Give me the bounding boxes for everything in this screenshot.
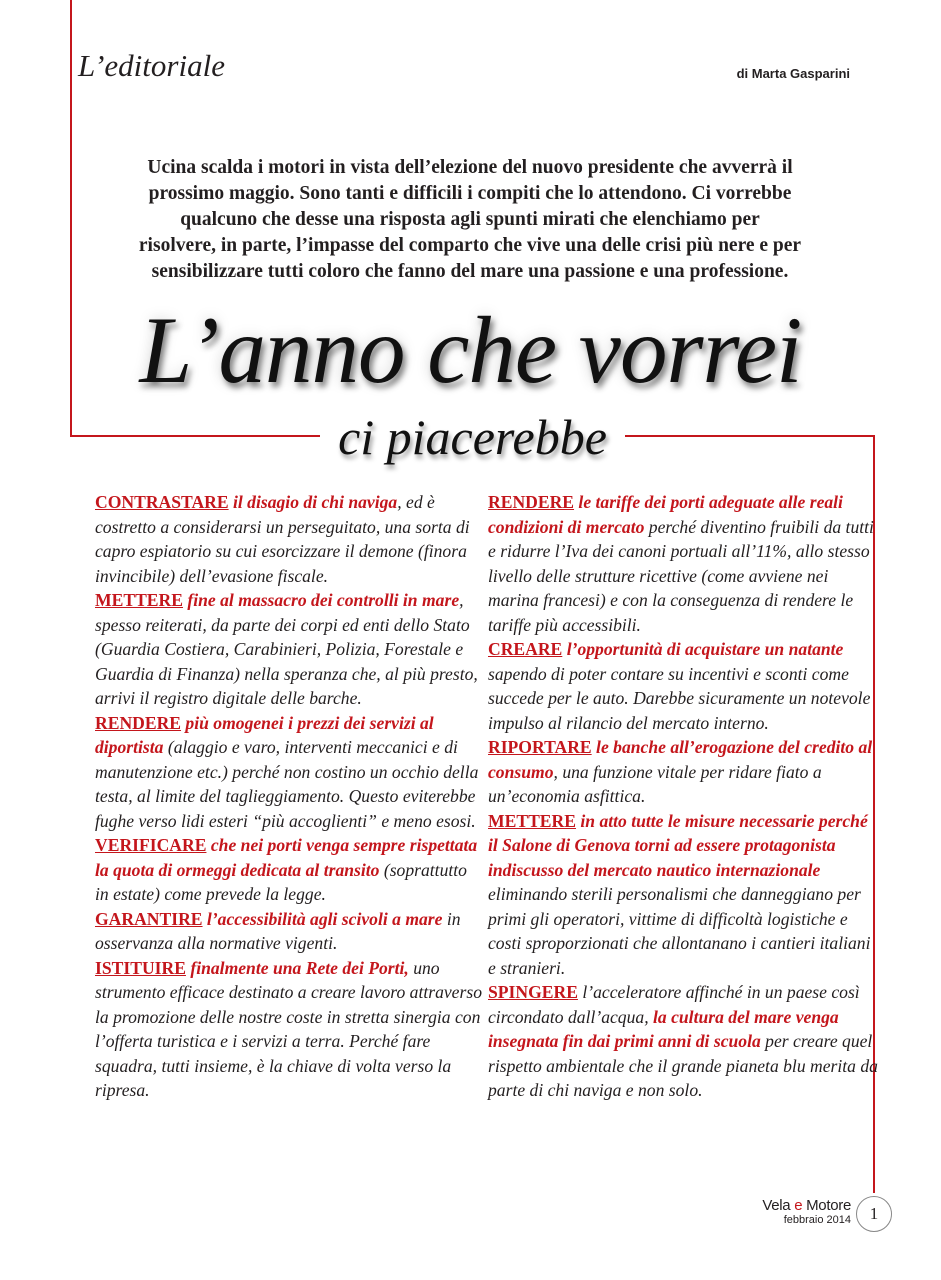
article-column-right (488, 490, 878, 1103)
proposal-text: per creare quel rispetto ambientale che il grande pianeta blu merita da parte di chi naviga e non solo. (488, 1031, 878, 1100)
proposal-highlight: l’accessibilità agli scivoli a mare (202, 908, 443, 929)
proposal-paragraph (488, 637, 878, 735)
proposal-paragraph (488, 809, 878, 981)
magazine-brand (762, 1197, 851, 1214)
lead-paragraph (100, 155, 840, 285)
issue-date: febbraio 2014 (783, 1214, 851, 1226)
proposal-keyword: METTERE (488, 810, 576, 831)
proposal-text: l’acceleratore affinché in un paese così circondato dall’acqua, (488, 982, 860, 1027)
proposal-highlight: finalmente una Rete dei Porti, (185, 957, 409, 978)
frame-rule-left-horizontal (70, 435, 320, 437)
proposal-text: (alaggio e varo, interventi meccanici e di manutenzione etc.) perché non costino un occhio della testa, al limite del taglieggiamento. Questo eviterebbe fughe verso lidi esteri “più accoglienti” e meno esosi. (95, 737, 479, 831)
section-title: L’editoriale (78, 48, 225, 83)
lead-line: prossimo maggio. Sono tanti e difficili i compiti che lo attendono. Ci vorrebbe (148, 183, 792, 204)
proposal-highlight: l’opportunità di acquistare un natante (562, 639, 844, 659)
proposal-highlight: il disagio di chi naviga (228, 492, 398, 512)
proposal-keyword: VERIFICARE (95, 835, 207, 855)
proposal-keyword: ISTITUIRE (95, 957, 186, 978)
proposal-highlight: in atto tutte le misure necessarie perché il Salone di Genova torni ad essere protagonista indiscusso del mercato nautico internazionale (488, 810, 868, 880)
byline: di Marta Gasparini (736, 66, 850, 81)
proposal-text: eliminando sterili personalismi che danneggiano per primi gli operatori, vittime di difficoltà logistiche e costi sproporzionati che allontanano i cantieri italiani e stranieri. (488, 884, 871, 978)
lead-line: risolvere, in parte, l’impasse del comparto che vive una delle crisi più nere e per (138, 235, 802, 256)
lead-line: sensibilizzare tutti coloro che fanno del mare una passione e una professione. (151, 261, 789, 282)
proposal-paragraph (488, 735, 878, 809)
proposal-text: (soprattutto in estate) come prevede la legge. (95, 859, 467, 904)
page-number: 1 (856, 1196, 892, 1232)
proposal-paragraph (95, 907, 485, 956)
proposal-text: uno strumento efficace destinato a creare lavoro attraverso la promozione delle nostre coste in stretta sinergia con l’offerta turistica e i servizi a terra. Perché fare squadra, tutti insieme, è la chiave di volta verso la ripresa. (95, 957, 482, 1100)
proposal-keyword: METTERE (95, 590, 183, 610)
proposal-keyword: GARANTIRE (95, 908, 203, 929)
lead-line: qualcuno che desse una risposta agli spunti mirati che elenchiamo per (180, 209, 760, 230)
proposal-paragraph (95, 711, 485, 834)
proposal-text: , spesso reiterati, da parte dei corpi ed enti dello Stato (Guardia Costiera, Carabinieri, Polizia, Forestale e Guardia di Finanza) nella speranza che, al più presto, arrivi il registro digitale delle barche. (95, 590, 478, 708)
brand-word-vela: Vela (762, 1197, 795, 1214)
proposal-keyword: RENDERE (488, 492, 575, 512)
proposal-keyword: RIPORTARE (488, 737, 592, 757)
headline: L’anno che vorrei (139, 297, 802, 403)
proposal-highlight: più omogenei i prezzi dei servizi al diportista (95, 712, 434, 757)
article-column-left (95, 490, 485, 1103)
proposal-keyword: CONTRASTARE (95, 492, 229, 512)
proposal-keyword: SPINGERE (488, 982, 578, 1002)
proposal-highlight: le banche all’erogazione del credito al consumo (488, 737, 873, 782)
proposal-highlight: che nei porti venga sempre rispettata la quota di ormeggi dedicata al transito (95, 835, 478, 880)
brand-word-e: e (794, 1197, 803, 1214)
proposal-paragraph (95, 833, 485, 907)
proposal-highlight: fine al massacro dei controlli in mare (183, 590, 460, 610)
lead-line: Ucina scalda i motori in vista dell’elezione del nuovo presidente che avverrà il (147, 157, 793, 178)
proposal-paragraph (95, 490, 485, 588)
proposal-text: sapendo di poter contare su incentivi e sconti come succede per le auto. Darebbe sicuramente un notevole impulso al rilancio del mercato interno. (488, 663, 871, 733)
proposal-text: perché diventino fruibili da tutti e ridurre l’Iva dei canoni portuali all’11%, allo stesso livello delle strutture ricettive (come avviene nei marina francesi) e con la conseguenza di rendere le tariffe più accessibili. (488, 516, 874, 635)
proposal-paragraph (488, 490, 878, 637)
subheadline: ci piacerebbe (338, 409, 607, 465)
frame-rule-right-horizontal (625, 435, 875, 437)
proposal-paragraph (488, 980, 878, 1103)
proposal-paragraph (95, 956, 485, 1103)
proposal-text: in osservanza alla normative vigenti. (95, 908, 461, 953)
proposal-text: , una funzione vitale per ridare fiato a un’economia asfittica. (488, 761, 822, 806)
proposal-keyword: RENDERE (95, 712, 182, 733)
proposal-keyword: CREARE (488, 639, 563, 659)
proposal-paragraph (95, 588, 485, 711)
proposal-highlight: le tariffe dei porti adeguate alle reali condizioni di mercato (488, 492, 843, 537)
proposal-text: , ed è costretto a considerarsi un perseguitato, una sorta di capro espiatorio su cui esorcizzare il demone (finora invincibile) dell’evasione fiscale. (95, 492, 470, 586)
brand-word-motore: Motore (802, 1197, 851, 1214)
proposal-highlight: la cultura del mare venga insegnata fin dai primi anni di scuola (488, 1006, 839, 1051)
